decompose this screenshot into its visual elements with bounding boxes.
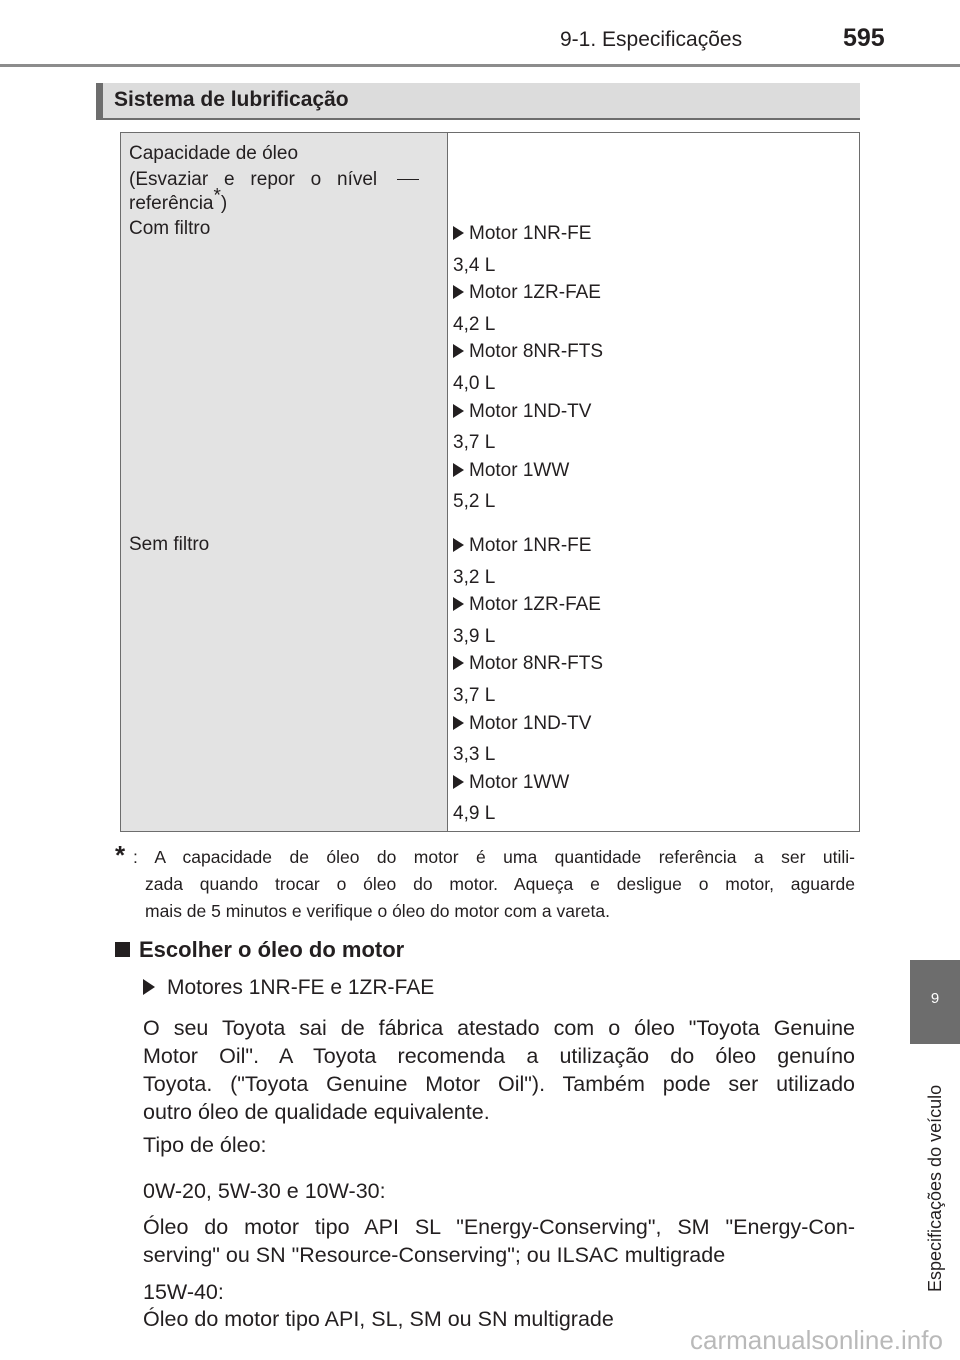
grade-group-1-description: [143, 1213, 855, 1269]
footnote-marker: *: [115, 840, 126, 870]
engine-name: Motor 1NR-FE: [469, 223, 592, 244]
triangle-bullet-icon: [143, 979, 155, 995]
capacity-value: 3,4 L: [453, 255, 496, 276]
chapter-tab: [910, 960, 960, 1044]
capacity-value: 4,9 L: [453, 803, 496, 824]
footnote-line: : A capacidade de óleo do motor é uma quantidade referência a ser utili-: [133, 847, 855, 867]
triangle-bullet-icon: [453, 656, 464, 670]
watermark: carmanualsonline.info: [690, 1325, 943, 1355]
square-bullet-icon: [115, 942, 130, 957]
engines-text: Motores 1NR-FE e 1ZR-FAE: [167, 976, 435, 999]
engine-entry: [453, 222, 591, 246]
engine-name: Motor 8NR-FTS: [469, 341, 604, 362]
capacity-description-text: (Esvaziar e repor o nível: [129, 169, 378, 190]
engine-name: Motor 1ND-TV: [469, 713, 592, 734]
capacity-description-line2: [129, 185, 228, 216]
engine-name: Motor 1WW: [469, 460, 570, 481]
engine-entry: [453, 652, 603, 676]
grade-group-1: 0W-20, 5W-30 e 10W-30:: [143, 1179, 386, 1203]
paragraph-line: Toyota. ("Toyota Genuine Motor Oil"). Também pode ser utilizado: [143, 1072, 855, 1096]
paragraph-line: O seu Toyota sai de fábrica atestado com o óleo "Toyota Genuine: [143, 1016, 855, 1040]
paragraph-line: serving" ou SN "Resource-Conserving"; ou ILSAC multigrade: [143, 1243, 726, 1267]
oil-type-label: Tipo de óleo:: [143, 1133, 267, 1157]
chapter-tab-label: Especificações do veículo: [925, 1084, 945, 1292]
capacity-description-line1: [129, 168, 419, 192]
footnote-text: [133, 844, 855, 925]
engine-entry: [453, 712, 591, 736]
oil-selection-heading-text: Escolher o óleo do motor: [139, 937, 405, 962]
triangle-bullet-icon: [453, 775, 464, 789]
footnote-line: mais de 5 minutos e verifique o óleo do motor com a vareta.: [145, 901, 610, 921]
paragraph-line: outro óleo de qualidade equivalente.: [143, 1100, 490, 1124]
dash-mark: [397, 179, 419, 180]
asterisk-marker: *: [213, 185, 221, 207]
capacity-value: 5,2 L: [453, 491, 496, 512]
grade-group-2: 15W-40:: [143, 1280, 224, 1304]
capacity-value: 3,7 L: [453, 432, 496, 453]
engine-entry: [453, 593, 601, 617]
engine-name: Motor 1ND-TV: [469, 401, 592, 422]
paragraph-line: Óleo do motor tipo API SL "Energy-Conserving", SM "Energy-Con-: [143, 1215, 855, 1239]
oil-capacity-table: [120, 132, 860, 832]
header-section-title: 9-1. Especificações: [560, 28, 743, 51]
grade-group-2-description: Óleo do motor tipo API, SL, SM ou SN multigrade: [143, 1307, 614, 1331]
paragraph-line: Motor Oil". A Toyota recomenda a utilização do óleo genuíno: [143, 1044, 855, 1068]
engine-name: Motor 1WW: [469, 772, 570, 793]
engine-name: Motor 1ZR-FAE: [469, 282, 601, 303]
capacity-value: 3,9 L: [453, 626, 496, 647]
engine-entry: [453, 459, 569, 483]
engines-line: [143, 976, 434, 1000]
chapter-tab-number: 9: [930, 990, 940, 1007]
oil-selection-heading: [115, 937, 404, 963]
triangle-bullet-icon: [453, 463, 464, 477]
engine-entry: [453, 534, 591, 558]
section-title-accent: [96, 83, 103, 118]
capacity-value: 3,2 L: [453, 567, 496, 588]
triangle-bullet-icon: [453, 597, 464, 611]
triangle-bullet-icon: [453, 716, 464, 730]
capacity-value: 3,7 L: [453, 685, 496, 706]
header-divider: [0, 64, 960, 67]
capacity-description-ref: referência: [129, 193, 214, 214]
page-number: 595: [843, 24, 885, 52]
section-title-bar: [96, 83, 860, 120]
engine-name: Motor 1NR-FE: [469, 535, 592, 556]
engine-entry: [453, 771, 569, 795]
engine-entry: [453, 281, 601, 305]
triangle-bullet-icon: [453, 226, 464, 240]
capacity-label: Capacidade de óleo: [129, 143, 299, 164]
engine-entry: [453, 400, 591, 424]
engine-entry: [453, 340, 603, 364]
capacity-value: 4,2 L: [453, 314, 496, 335]
triangle-bullet-icon: [453, 344, 464, 358]
section-title: Sistema de lubrificação: [114, 88, 349, 111]
triangle-bullet-icon: [453, 285, 464, 299]
factory-oil-paragraph: [143, 1014, 855, 1126]
capacity-description-close: ): [220, 193, 228, 214]
triangle-bullet-icon: [453, 538, 464, 552]
capacity-value: 3,3 L: [453, 744, 496, 765]
without-filter-label: Sem filtro: [129, 534, 210, 555]
with-filter-label: Com filtro: [129, 218, 211, 239]
footnote-line: zada quando trocar o óleo do motor. Aqueça e desligue o motor, aguarde: [145, 874, 855, 894]
triangle-bullet-icon: [453, 404, 464, 418]
engine-name: Motor 1ZR-FAE: [469, 594, 601, 615]
capacity-value: 4,0 L: [453, 373, 496, 394]
engine-name: Motor 8NR-FTS: [469, 653, 604, 674]
